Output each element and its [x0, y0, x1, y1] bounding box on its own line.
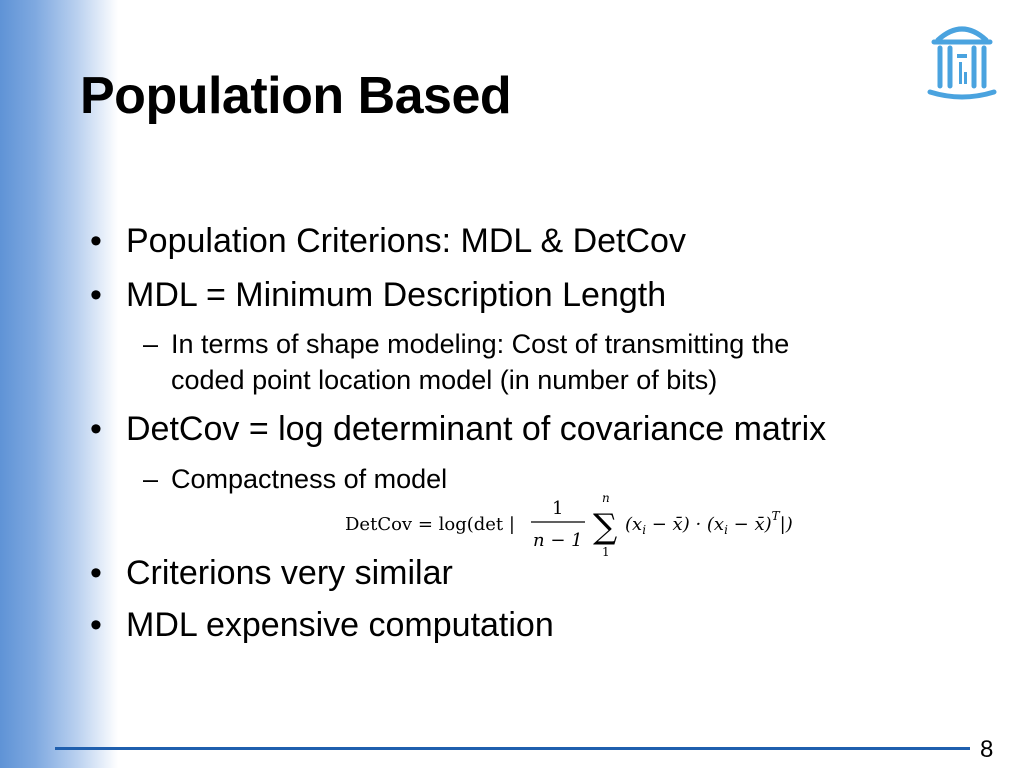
formula-close: |) — [779, 514, 793, 535]
bullet-item — [90, 410, 827, 449]
bullet-item — [90, 606, 554, 645]
sub-bullet-text-line: coded point location model (in number of bits) — [171, 365, 718, 395]
footer-divider — [55, 747, 970, 750]
bullet-dot: • — [90, 276, 102, 314]
svg-text:(xi − x̄) · (xi − x̄)T|) — [625, 509, 793, 537]
formula-sup-t: T — [771, 509, 780, 523]
page-number: 8 — [980, 736, 994, 763]
bullet-text: DetCov = log determinant of covariance matrix — [126, 410, 827, 448]
slide-title: Population Based — [80, 67, 512, 125]
bullet-dot: • — [90, 222, 102, 260]
formula-body: (x — [625, 514, 643, 535]
formula-sub-i2: i — [724, 523, 728, 537]
formula-denominator: n − 1 — [533, 530, 583, 551]
bullet-dot: • — [90, 554, 102, 592]
formula-sub-i: i — [642, 523, 647, 537]
formula-sum-symbol: ∑ — [593, 507, 618, 547]
bullet-dot: • — [90, 410, 102, 448]
bullet-item — [90, 276, 667, 315]
bullet-text: Population Criterions: MDL & DetCov — [126, 222, 686, 260]
bullet-item — [90, 222, 686, 261]
bullet-item — [90, 554, 453, 593]
sub-bullet-text-line: Compactness of model — [171, 464, 448, 494]
bullet-text: Criterions very similar — [126, 554, 453, 592]
sub-bullet-text-line: In terms of shape modeling: Cost of transmitting the — [171, 329, 790, 359]
bullet-dot: • — [90, 606, 102, 644]
formula-sum-upper: n — [602, 492, 610, 505]
sub-bullet-dash: – — [143, 464, 159, 494]
sub-bullet-item — [143, 326, 790, 398]
bullet-text: MDL expensive computation — [126, 606, 554, 644]
formula-mid: − x̄) · (x — [646, 514, 725, 535]
formula-lhs: DetCov = log(det | — [345, 514, 515, 535]
bullet-text: MDL = Minimum Description Length — [126, 276, 667, 314]
formula-numerator: 1 — [552, 498, 564, 519]
sub-bullet-dash: – — [143, 329, 159, 359]
formula-tail: − x̄) — [727, 514, 772, 535]
formula-sum-lower: 1 — [602, 545, 610, 559]
detcov-formula — [345, 492, 825, 562]
